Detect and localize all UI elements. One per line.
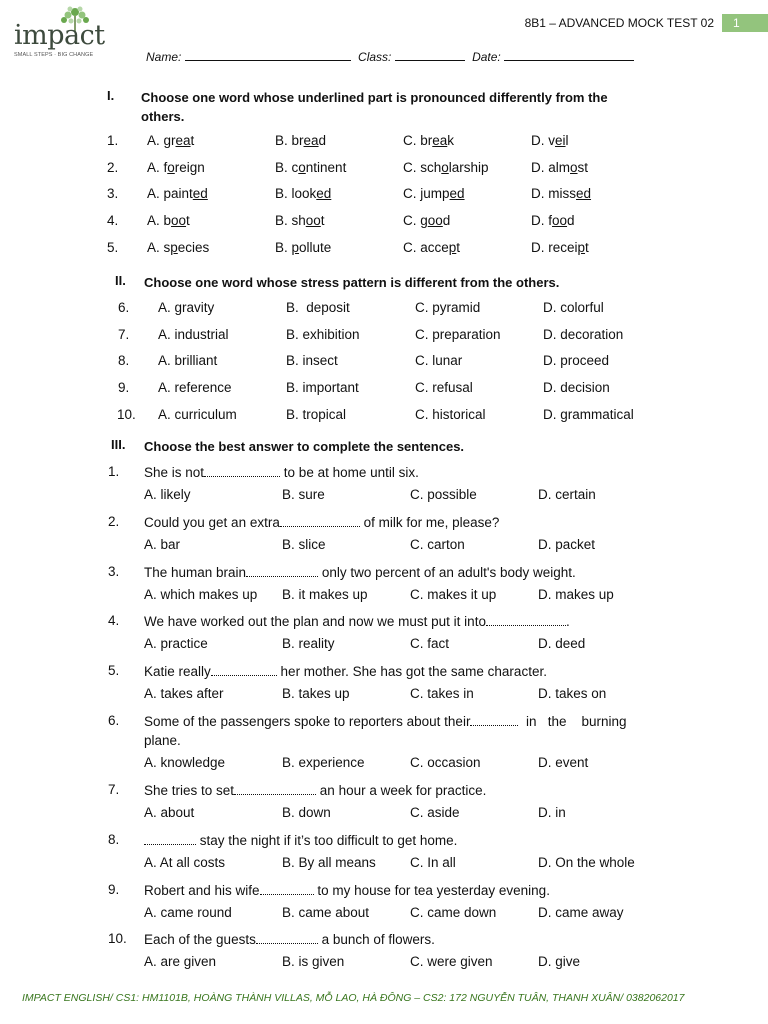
- option-text: B.: [275, 240, 292, 255]
- option-text: D. recei: [531, 240, 578, 255]
- stem-text: She tries to set: [144, 783, 235, 798]
- answer-option-b[interactable]: B. sure: [282, 487, 325, 502]
- question-block: [108, 464, 668, 506]
- question-number: 2.: [108, 514, 120, 529]
- stem-text: her mother. She has got the same character.: [276, 664, 547, 679]
- underlined-part: ed: [192, 186, 208, 201]
- option-text: d: [318, 133, 327, 148]
- answer-option-a[interactable]: [147, 240, 209, 255]
- question-number: 8.: [108, 832, 120, 847]
- option-text: A. b: [147, 213, 172, 228]
- underlined-part: oo: [427, 213, 443, 228]
- underlined-part: ea: [175, 133, 191, 148]
- answer-option-c[interactable]: C. pyramid: [415, 300, 481, 315]
- question-stem: [144, 663, 547, 679]
- question-number: 9.: [118, 380, 130, 395]
- stem-text: to my house for tea yesterday evening.: [313, 883, 550, 898]
- underlined-part: p: [577, 240, 586, 255]
- answer-blank[interactable]: [144, 832, 196, 845]
- impact-logo: [12, 6, 105, 62]
- answer-option-b[interactable]: B. takes up: [282, 686, 350, 701]
- question-number: 4.: [108, 613, 120, 628]
- question-number: 6.: [108, 713, 120, 728]
- answer-option-a[interactable]: A. practice: [144, 636, 208, 651]
- student-info-row: [146, 48, 638, 64]
- stem-text: .: [565, 614, 570, 629]
- answer-option-b[interactable]: [275, 186, 331, 201]
- answer-option-d[interactable]: D. decision: [543, 380, 610, 395]
- question-number: 8.: [118, 353, 130, 368]
- stem-text: a bunch of flowers.: [317, 932, 435, 947]
- answer-blank[interactable]: [204, 464, 280, 477]
- question-block: [108, 613, 668, 655]
- question-block: [108, 832, 668, 874]
- answer-blank[interactable]: [470, 713, 518, 726]
- option-text: C. acce: [403, 240, 449, 255]
- question-block: [108, 564, 668, 606]
- question-stem: [144, 832, 457, 848]
- answer-option-b[interactable]: B. exhibition: [286, 327, 360, 342]
- class-field[interactable]: [395, 48, 465, 61]
- question-block: [108, 514, 668, 556]
- name-field[interactable]: [185, 48, 351, 61]
- option-text: t: [456, 240, 461, 255]
- question-number: 5.: [108, 663, 120, 678]
- question-row: [118, 327, 678, 347]
- answer-option-d[interactable]: D. give: [538, 954, 581, 969]
- section-3-heading: [111, 437, 671, 457]
- question-number: 5.: [107, 240, 119, 255]
- option-text: ollute: [299, 240, 332, 255]
- section-number: II.: [115, 273, 126, 288]
- answer-option-c[interactable]: C. lunar: [415, 353, 463, 368]
- stem-text: We have worked out the plan and now we must put it into: [144, 614, 486, 629]
- underlined-part: ei: [555, 133, 566, 148]
- question-block: [108, 663, 668, 705]
- option-text: ecies: [177, 240, 210, 255]
- answer-option-a[interactable]: [147, 213, 190, 228]
- answer-option-b[interactable]: B. is given: [282, 954, 345, 969]
- answer-blank[interactable]: [260, 882, 314, 895]
- answer-option-b[interactable]: B. down: [282, 805, 331, 820]
- option-text: l: [565, 133, 569, 148]
- answer-option-b[interactable]: [275, 160, 346, 175]
- stem-text: in the burning: [518, 714, 627, 729]
- answer-option-a[interactable]: A. curriculum: [158, 407, 237, 422]
- question-block: [108, 882, 668, 924]
- answer-option-c[interactable]: C. makes it up: [410, 587, 497, 602]
- underlined-part: oo: [552, 213, 568, 228]
- option-text: B. look: [275, 186, 317, 201]
- answer-option-a[interactable]: A. industrial: [158, 327, 229, 342]
- section-title: Choose the best answer to complete the sentences.: [144, 439, 465, 454]
- answer-option-b[interactable]: B. slice: [282, 537, 326, 552]
- answer-option-d[interactable]: [531, 213, 575, 228]
- section-title-line1: Choose one word whose underlined part is pronounced differently from the: [141, 90, 608, 105]
- answer-option-a[interactable]: A. knowledge: [144, 755, 226, 770]
- page-number: 1: [722, 14, 768, 32]
- answer-option-d[interactable]: D. event: [538, 755, 589, 770]
- question-stem: [144, 464, 419, 480]
- answer-option-c[interactable]: [403, 240, 460, 255]
- option-text: t: [585, 240, 589, 255]
- answer-option-a[interactable]: [147, 186, 208, 201]
- underlined-part: ea: [303, 133, 319, 148]
- underlined-part: ed: [576, 186, 592, 201]
- answer-option-a[interactable]: A. gravity: [158, 300, 215, 315]
- answer-option-c[interactable]: [403, 133, 454, 148]
- class-label: Class:: [358, 50, 392, 64]
- question-stem: [144, 931, 435, 947]
- answer-option-d[interactable]: D. in: [538, 805, 566, 820]
- answer-option-b[interactable]: B. came about: [282, 905, 370, 920]
- answer-option-b[interactable]: B. tropical: [286, 407, 347, 422]
- question-block: [108, 931, 668, 973]
- underlined-part: ed: [316, 186, 332, 201]
- answer-option-c[interactable]: C. historical: [415, 407, 486, 422]
- answer-option-a[interactable]: A. reference: [158, 380, 232, 395]
- question-number: 1.: [108, 464, 120, 479]
- stem-text: Could you get an extra: [144, 515, 280, 530]
- stem-text: She is not: [144, 465, 205, 480]
- name-label: Name:: [146, 50, 182, 64]
- underlined-part: o: [298, 160, 306, 175]
- option-text: t: [186, 213, 190, 228]
- question-row: [118, 353, 678, 373]
- option-text: d: [567, 213, 575, 228]
- question-number: 9.: [108, 882, 120, 897]
- answer-option-d[interactable]: D. makes up: [538, 587, 614, 602]
- answer-option-c[interactable]: C. In all: [410, 855, 456, 870]
- answer-option-d[interactable]: D. certain: [538, 487, 596, 502]
- question-stem: [144, 514, 499, 530]
- answer-option-c[interactable]: [403, 186, 465, 201]
- answer-option-c[interactable]: C. possible: [410, 487, 477, 502]
- answer-option-d[interactable]: D. decoration: [543, 327, 624, 342]
- option-text: C. jump: [403, 186, 450, 201]
- question-stem-line2: plane.: [144, 733, 181, 748]
- answer-option-d[interactable]: D. On the whole: [538, 855, 635, 870]
- question-number: 10.: [117, 407, 136, 422]
- question-number: 2.: [107, 160, 119, 175]
- question-number: 7.: [108, 782, 120, 797]
- option-text: C. br: [403, 133, 433, 148]
- stem-text: an hour a week for practice.: [316, 783, 487, 798]
- underlined-part: p: [170, 240, 178, 255]
- stem-text: stay the night if it’s too difficult to get home.: [196, 833, 458, 848]
- option-text: D. f: [531, 213, 553, 228]
- underlined-part: oo: [305, 213, 321, 228]
- answer-option-a[interactable]: A. bar: [144, 537, 181, 552]
- answer-option-b[interactable]: B. experience: [282, 755, 365, 770]
- answer-option-a[interactable]: A. takes after: [144, 686, 224, 701]
- underlined-part: o: [441, 160, 449, 175]
- answer-option-a[interactable]: A. brilliant: [158, 353, 218, 368]
- answer-option-a[interactable]: A. likely: [144, 487, 191, 502]
- date-field[interactable]: [504, 48, 634, 61]
- answer-option-c[interactable]: [403, 213, 450, 228]
- answer-option-d[interactable]: D. grammatical: [543, 407, 634, 422]
- underlined-part: p: [291, 240, 300, 255]
- answer-blank[interactable]: [280, 514, 360, 527]
- underlined-part: oo: [171, 213, 187, 228]
- question-number: 10.: [108, 931, 127, 946]
- stem-text: Katie really: [144, 664, 211, 679]
- answer-option-b[interactable]: B. important: [286, 380, 359, 395]
- answer-option-d[interactable]: [531, 133, 569, 148]
- question-row: [107, 186, 667, 206]
- underlined-part: ed: [449, 186, 465, 201]
- answer-option-d[interactable]: [531, 186, 591, 201]
- option-text: t: [320, 213, 325, 228]
- question-number: 3.: [108, 564, 120, 579]
- question-number: 3.: [107, 186, 119, 201]
- section-1-heading: [107, 88, 667, 128]
- option-text: D. v: [531, 133, 556, 148]
- answer-option-d[interactable]: D. takes on: [538, 686, 607, 701]
- logo-tagline: SMALL STEPS · BIG CHANGE: [14, 52, 94, 58]
- question-stem: [144, 782, 486, 798]
- logo-wordmark: impact: [14, 20, 105, 51]
- question-number: 6.: [118, 300, 130, 315]
- answer-option-c[interactable]: [403, 160, 489, 175]
- question-row: [118, 407, 678, 427]
- option-text: t: [190, 133, 195, 148]
- stem-text: of milk for me, please?: [359, 515, 500, 530]
- answer-option-a[interactable]: A. came round: [144, 905, 232, 920]
- option-text: k: [447, 133, 455, 148]
- stem-text: only two percent of an adult's body weight.: [318, 565, 576, 580]
- answer-option-a[interactable]: A. about: [144, 805, 195, 820]
- question-row: [107, 240, 667, 260]
- answer-option-c[interactable]: C. were given: [410, 954, 493, 969]
- answer-option-c[interactable]: C. takes in: [410, 686, 474, 701]
- question-number: 7.: [118, 327, 130, 342]
- stem-text: to be at home until six.: [280, 465, 419, 480]
- option-text: D. miss: [531, 186, 576, 201]
- footer-address: IMPACT ENGLISH/ CS1: HM1101B, HOÀNG THÀNH VILLAS, MỖ LAO, HÀ ĐÔNG – CS2: 172 NGUYỄN TUÂN, THANH XUÂN/ 0382062017: [22, 992, 685, 1004]
- answer-option-d[interactable]: D. proceed: [543, 353, 610, 368]
- question-stem: [144, 613, 570, 629]
- section-number: I.: [107, 88, 115, 103]
- answer-option-b[interactable]: [275, 213, 325, 228]
- answer-blank[interactable]: [256, 931, 318, 944]
- question-row: [107, 133, 667, 153]
- answer-option-c[interactable]: C. preparation: [415, 327, 501, 342]
- stem-text: Robert and his wife: [144, 883, 260, 898]
- underlined-part: ea: [432, 133, 448, 148]
- answer-option-b[interactable]: [275, 240, 331, 255]
- answer-option-c[interactable]: C. aside: [410, 805, 460, 820]
- underlined-part: o: [570, 160, 578, 175]
- answer-blank[interactable]: [246, 564, 318, 577]
- answer-option-a[interactable]: [147, 160, 205, 175]
- answer-blank[interactable]: [234, 782, 316, 795]
- question-stem: [144, 882, 550, 898]
- question-number: 4.: [107, 213, 119, 228]
- answer-option-a[interactable]: A. At all costs: [144, 855, 226, 870]
- answer-option-d[interactable]: D. came away: [538, 905, 624, 920]
- answer-option-d[interactable]: [531, 240, 589, 255]
- option-text: A. gr: [147, 133, 176, 148]
- option-text: reign: [174, 160, 205, 175]
- stem-text: Each of the guests: [144, 932, 256, 947]
- question-row: [118, 300, 678, 320]
- option-text: ntinent: [305, 160, 347, 175]
- answer-option-b[interactable]: B. By all means: [282, 855, 376, 870]
- option-text: A. s: [147, 240, 171, 255]
- option-text: B. br: [275, 133, 304, 148]
- section-2-heading: [115, 273, 675, 293]
- option-text: C. sch: [403, 160, 442, 175]
- option-text: larship: [448, 160, 489, 175]
- answer-option-c[interactable]: C. carton: [410, 537, 465, 552]
- option-text: d: [442, 213, 451, 228]
- question-block: [108, 713, 668, 775]
- stem-text: Some of the passengers spoke to reporters about their: [144, 714, 471, 729]
- answer-option-a[interactable]: [147, 133, 194, 148]
- answer-option-c[interactable]: C. refusal: [415, 380, 473, 395]
- answer-option-a[interactable]: A. are given: [144, 954, 217, 969]
- option-text: B. sh: [275, 213, 306, 228]
- answer-blank[interactable]: [211, 663, 277, 676]
- stem-text: The human brain: [144, 565, 247, 580]
- answer-option-a[interactable]: A. which makes up: [144, 587, 258, 602]
- answer-option-b[interactable]: B. reality: [282, 636, 335, 651]
- answer-option-d[interactable]: D. deed: [538, 636, 586, 651]
- option-text: A. f: [147, 160, 168, 175]
- question-row: [107, 160, 667, 180]
- question-number: 1.: [107, 133, 119, 148]
- date-label: Date:: [472, 50, 501, 64]
- answer-option-c[interactable]: C. occasion: [410, 755, 481, 770]
- underlined-part: p: [448, 240, 457, 255]
- answer-blank[interactable]: [486, 613, 566, 626]
- question-stem: [144, 713, 627, 729]
- question-row: [118, 380, 678, 400]
- question-block: [108, 782, 668, 824]
- answer-option-d[interactable]: [531, 160, 588, 175]
- answer-option-b[interactable]: [275, 133, 326, 148]
- option-text: st: [577, 160, 589, 175]
- answer-option-c[interactable]: C. came down: [410, 905, 497, 920]
- test-title: 8B1 – ADVANCED MOCK TEST 02: [524, 16, 714, 30]
- option-text: C. g: [403, 213, 428, 228]
- answer-option-b[interactable]: B. deposit: [286, 300, 350, 315]
- answer-option-b[interactable]: B. it makes up: [282, 587, 368, 602]
- answer-option-b[interactable]: B. insect: [286, 353, 338, 368]
- underlined-part: o: [167, 160, 175, 175]
- question-stem: [144, 564, 576, 580]
- option-text: B. c: [275, 160, 299, 175]
- option-text: D. alm: [531, 160, 571, 175]
- option-text: A. paint: [147, 186, 193, 201]
- answer-option-d[interactable]: D. packet: [538, 537, 596, 552]
- section-title-line2: others.: [141, 109, 185, 124]
- section-title: Choose one word whose stress pattern is different from the others.: [144, 275, 560, 290]
- section-number: III.: [111, 437, 126, 452]
- question-row: [107, 213, 667, 233]
- answer-option-c[interactable]: C. fact: [410, 636, 450, 651]
- answer-option-d[interactable]: D. colorful: [543, 300, 604, 315]
